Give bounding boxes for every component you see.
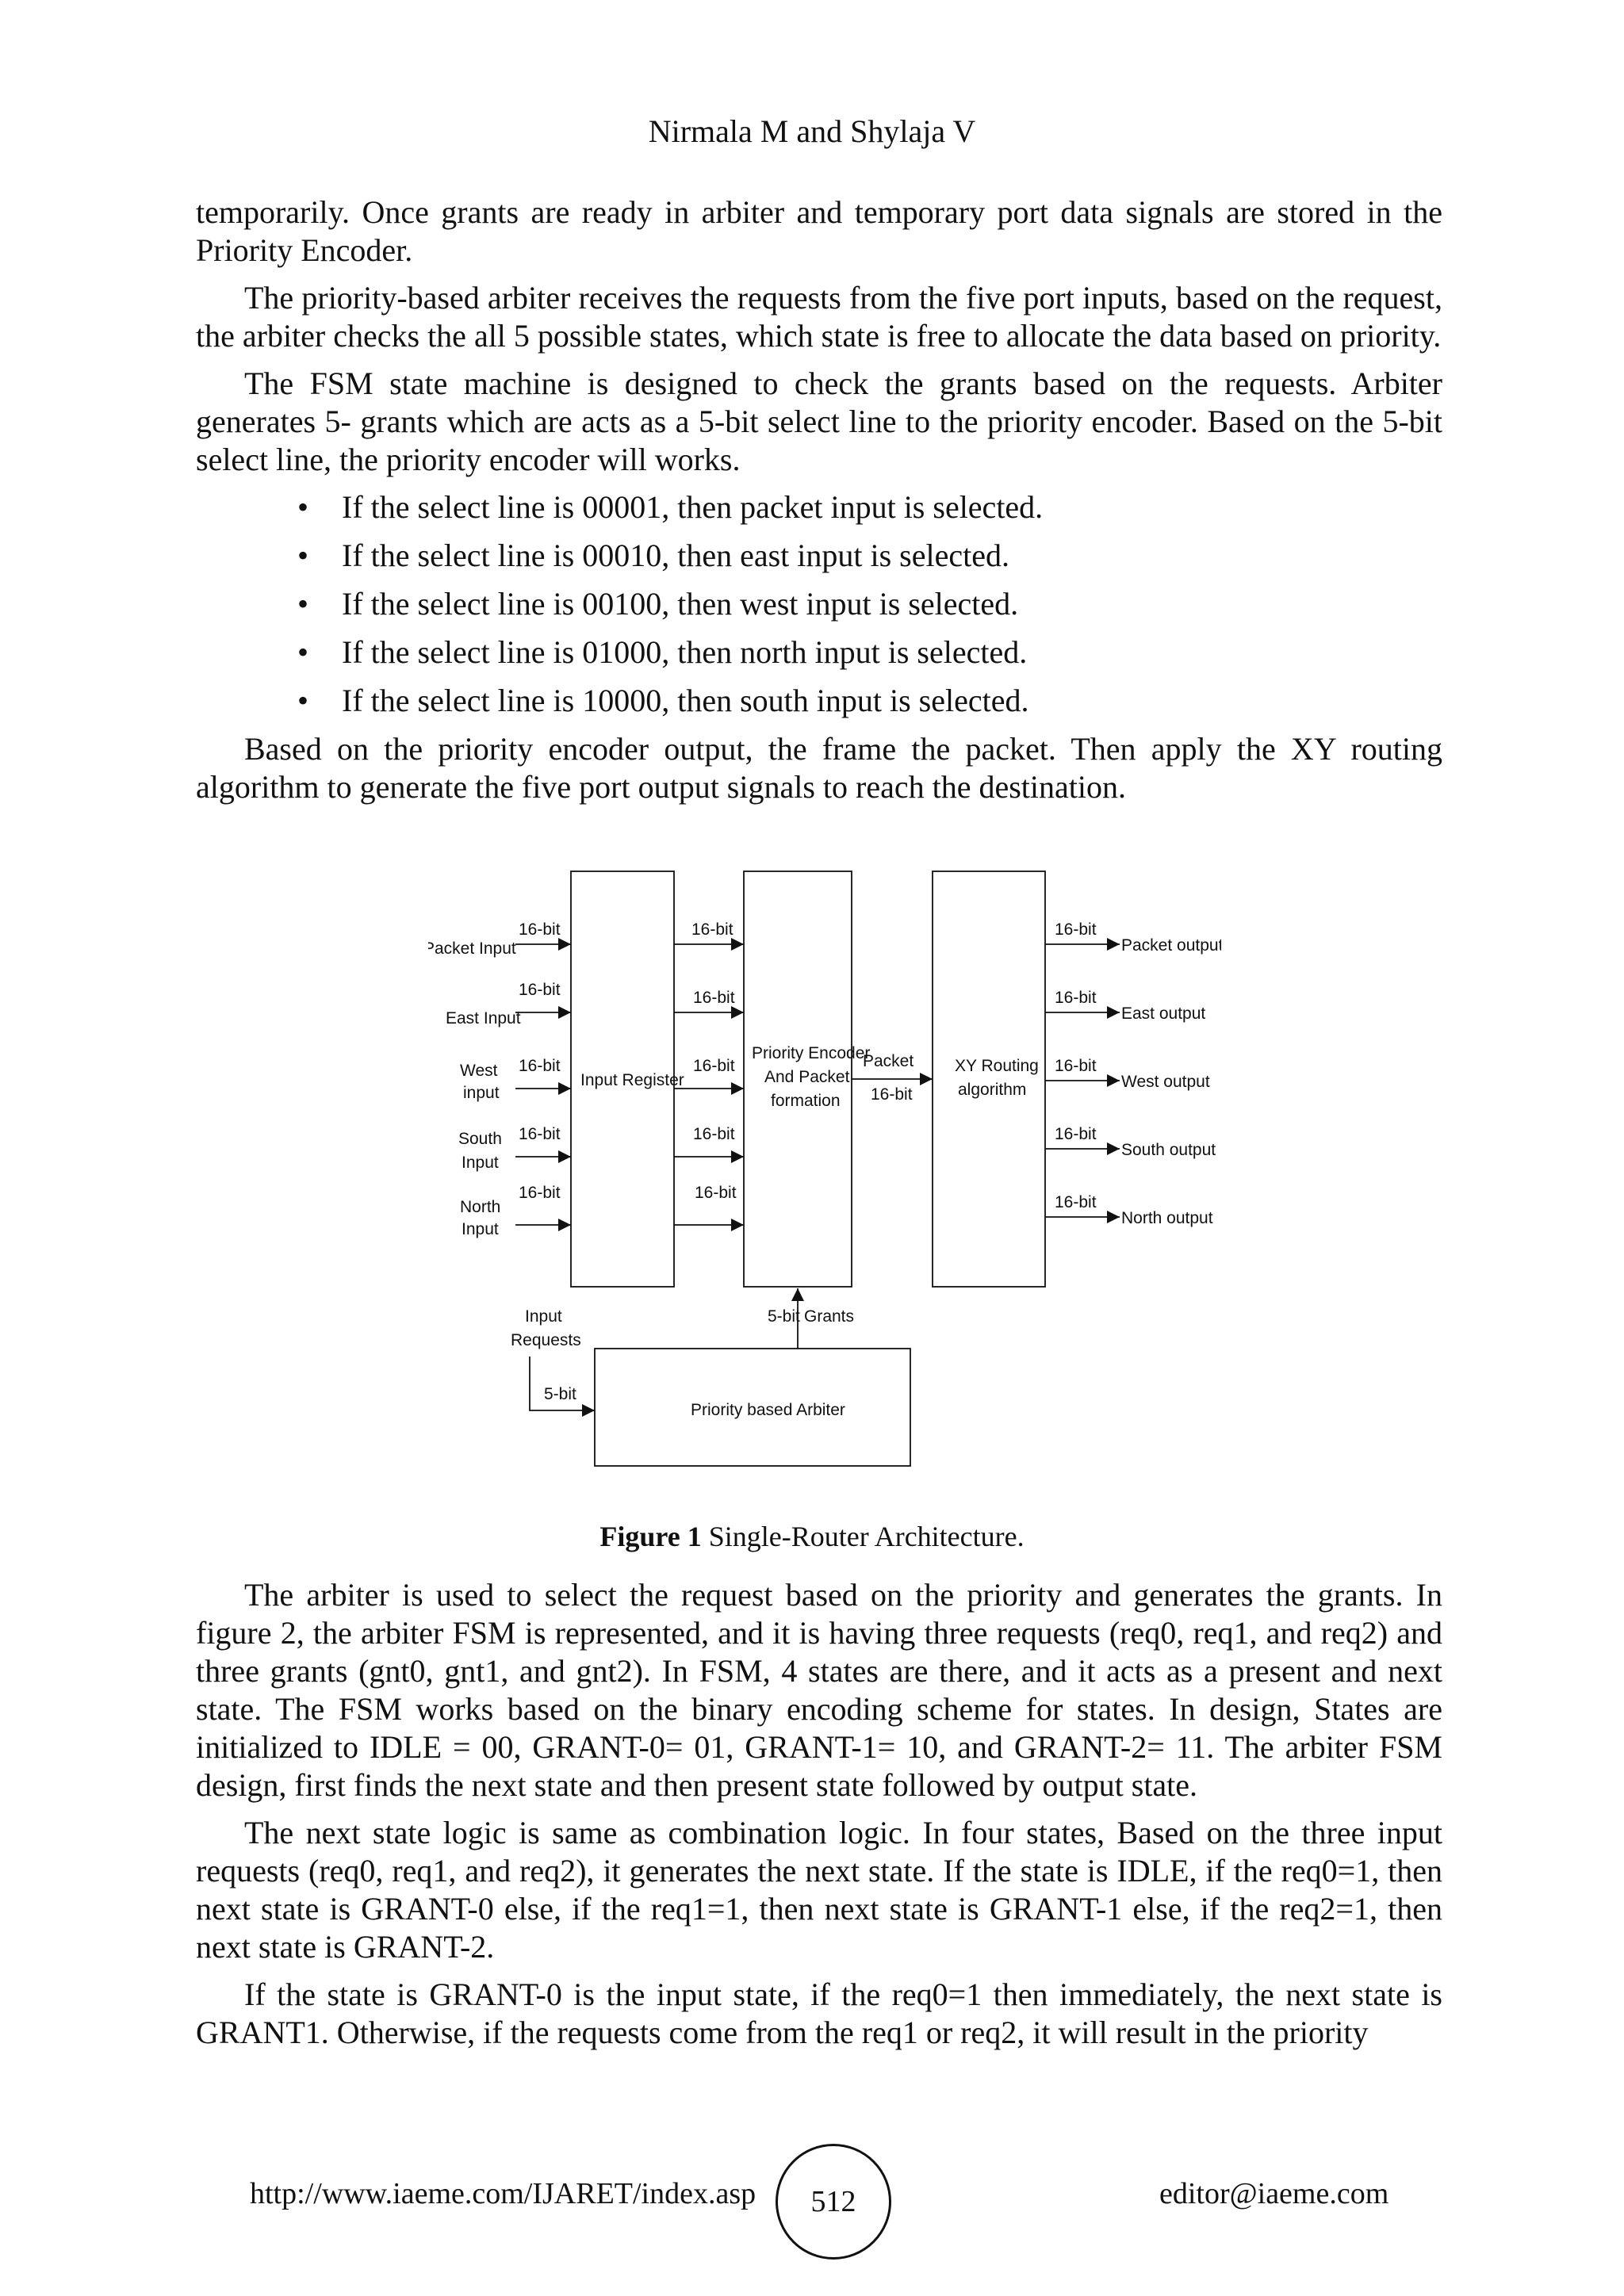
list-item: • If the select line is 00001, then packet input is selected. <box>297 489 1044 525</box>
bus-width-label: 16-bit <box>691 920 733 939</box>
paragraph-grant0: If the state is GRANT-0 is the input state, if the req0=1 then immediately, the next state is GRANT1. Otherwise, if the requests come from the req1 or req2, it will result in the priority <box>196 1976 1442 2050</box>
bus-width-label: 16-bit <box>1055 1193 1097 1211</box>
bullet-icon: • <box>297 586 309 622</box>
svg-text:Input: Input <box>462 1154 499 1172</box>
request-width-label: 5-bit <box>544 1385 576 1403</box>
grants-label: Grants <box>804 1307 855 1326</box>
router-architecture-figure <box>428 868 1221 1487</box>
bus-width-label: 16-bit <box>1055 1125 1097 1143</box>
bus-width-label: 16-bit <box>695 1184 737 1202</box>
svg-text:algorithm: algorithm <box>958 1081 1027 1099</box>
input-requests-label: Input <box>525 1307 562 1326</box>
west-input-label: West <box>460 1062 498 1080</box>
south-input-label: South <box>458 1130 502 1148</box>
router-block-diagram <box>428 868 1221 1487</box>
paragraph-next-state: The next state logic is same as combination logic. In four states, Based on the three input requests (req0, req1, and req2), it generates the next state. If the state is IDLE, if the req0=1, then next state is GRANT-0 else, if the req1=1, then next state is GRANT-1 else, if the req2=1, then next state is GRANT-2. <box>196 1815 1442 1965</box>
bus-width-label: 16-bit <box>519 1125 561 1143</box>
east-output-label: East output <box>1121 1004 1206 1023</box>
svg-text:Requests: Requests <box>511 1331 581 1349</box>
bus-width-label: 16-bit <box>519 1184 561 1202</box>
west-output-label: West output <box>1121 1073 1210 1091</box>
bullet-icon: • <box>297 489 309 525</box>
bullet-icon: • <box>297 634 309 670</box>
bus-width-label: 16-bit <box>871 1085 913 1104</box>
packet-input-label: Packet Input <box>428 939 516 958</box>
arbiter-label: Priority based Arbiter <box>691 1401 845 1419</box>
north-input-label: North <box>460 1198 501 1216</box>
svg-text:Input: Input <box>462 1220 499 1238</box>
north-output-label: North output <box>1121 1209 1213 1227</box>
bullet-icon: • <box>297 683 309 718</box>
figure-caption: Figure 1 Single-Router Architecture. <box>599 1521 1025 1552</box>
bus-width-label: 16-bit <box>519 981 561 999</box>
packet-output-label: Packet output <box>1121 936 1221 955</box>
journal-url[interactable]: http://www.iaeme.com/IJARET/index.asp <box>250 2177 756 2210</box>
priority-encoder-label: Priority Encoder <box>752 1044 871 1062</box>
bus-width-label: 16-bit <box>1055 920 1097 939</box>
south-output-label: South output <box>1121 1141 1216 1159</box>
bus-width-label: 16-bit <box>1055 989 1097 1007</box>
select-line-list <box>196 488 1442 720</box>
svg-text:input: input <box>463 1084 500 1102</box>
grant-width-label: 5-bit <box>768 1307 800 1326</box>
bullet-icon: • <box>297 538 309 573</box>
list-item: • If the select line is 00100, then west input is selected. <box>297 586 1019 622</box>
paragraph-priority-output: Based on the priority encoder output, the frame the packet. Then apply the XY routing algorithm to generate the five port output signals to reach the destination. <box>196 731 1442 805</box>
bus-width-label: 16-bit <box>519 920 561 939</box>
svg-text:And Packet: And Packet <box>764 1068 850 1086</box>
xy-routing-label: XY Routing <box>955 1057 1039 1075</box>
list-item: • If the select line is 01000, then north input is selected. <box>297 634 1028 670</box>
xy-routing-block <box>933 871 1045 1287</box>
bus-width-label: 16-bit <box>519 1057 561 1075</box>
bus-width-label: 16-bit <box>693 989 735 1007</box>
packet-label: Packet <box>863 1052 914 1070</box>
running-header: Nirmala M and Shylaja V <box>648 113 976 149</box>
paragraph-arbiter-fsm: The arbiter is used to select the request based on the priority and generates the grants. In figure 2, the arbiter FSM is represented, and it is having three requests (req0, req1, and req2) and three grants (gnt0, gnt1, and gnt2). In FSM, 4 states are there, and it acts as a present and next state. The FSM works based on the binary encoding scheme for states. In design, States are initialized to IDLE = 00, GRANT-0= 01, GRANT-1= 10, and GRANT-2= 11. The arbiter FSM design, first finds the next state and then present state followed by output state. <box>196 1577 1442 1803</box>
input-register-label: Input Register <box>580 1071 684 1089</box>
list-item: • If the select line is 10000, then south input is selected. <box>297 683 1029 718</box>
body-text-bottom <box>196 1576 1442 2061</box>
bus-width-label: 16-bit <box>693 1057 735 1075</box>
bus-width-label: 16-bit <box>1055 1057 1097 1075</box>
paragraph-fsm: The FSM state machine is designed to check the grants based on the requests. Arbiter generates 5- grants which are acts as a 5-bit select line to the priority encoder. Based on the 5-bit select line, the priority encoder will works. <box>196 365 1442 477</box>
body-text-top <box>196 193 1442 816</box>
svg-text:formation: formation <box>771 1092 841 1110</box>
list-item: • If the select line is 00010, then east input is selected. <box>297 538 1009 573</box>
bus-width-label: 16-bit <box>693 1125 735 1143</box>
editor-email[interactable]: editor@iaeme.com <box>1159 2177 1389 2210</box>
page-number: 512 <box>776 2144 891 2260</box>
paragraph-continuation: temporarily. Once grants are ready in arbiter and temporary port data signals are stored in the Priority Encoder. <box>196 194 1442 268</box>
east-input-label: East Input <box>446 1009 521 1027</box>
paragraph-arbiter: The priority-based arbiter receives the requests from the five port inputs, based on the request, the arbiter checks the all 5 possible states, which state is free to allocate the data based on priority. <box>196 280 1442 354</box>
